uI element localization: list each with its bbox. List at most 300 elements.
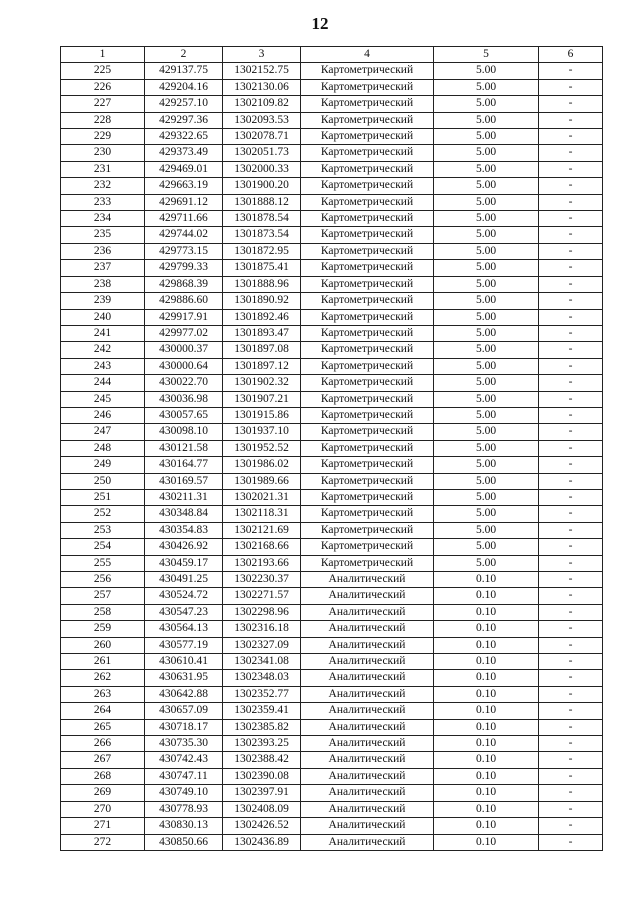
table-row bbox=[61, 785, 603, 801]
point-number-cell: 227 bbox=[61, 96, 145, 112]
y-coordinate-cell: 1302271.57 bbox=[223, 588, 301, 604]
accuracy-cell: 5.00 bbox=[434, 342, 539, 358]
table-row bbox=[61, 391, 603, 407]
note-cell: - bbox=[539, 506, 603, 522]
x-coordinate-cell: 429297.36 bbox=[145, 112, 223, 128]
y-coordinate-cell: 1302393.25 bbox=[223, 736, 301, 752]
table-row bbox=[61, 79, 603, 95]
point-number-cell: 248 bbox=[61, 440, 145, 456]
y-coordinate-cell: 1302193.66 bbox=[223, 555, 301, 571]
method-cell: Картометрический bbox=[301, 342, 434, 358]
table-row bbox=[61, 539, 603, 555]
note-cell: - bbox=[539, 555, 603, 571]
accuracy-cell: 5.00 bbox=[434, 63, 539, 79]
note-cell: - bbox=[539, 834, 603, 850]
method-cell: Аналитический bbox=[301, 818, 434, 834]
method-cell: Картометрический bbox=[301, 211, 434, 227]
y-coordinate-cell: 1301888.96 bbox=[223, 276, 301, 292]
coordinates-table bbox=[60, 46, 603, 851]
x-coordinate-cell: 430000.64 bbox=[145, 358, 223, 374]
x-coordinate-cell: 430022.70 bbox=[145, 375, 223, 391]
table-row bbox=[61, 703, 603, 719]
y-coordinate-cell: 1302408.09 bbox=[223, 801, 301, 817]
x-coordinate-cell: 429917.91 bbox=[145, 309, 223, 325]
x-coordinate-cell: 430211.31 bbox=[145, 489, 223, 505]
accuracy-cell: 5.00 bbox=[434, 555, 539, 571]
table-row bbox=[61, 637, 603, 653]
accuracy-cell: 5.00 bbox=[434, 407, 539, 423]
point-number-cell: 238 bbox=[61, 276, 145, 292]
point-number-cell: 271 bbox=[61, 818, 145, 834]
x-coordinate-cell: 429257.10 bbox=[145, 96, 223, 112]
y-coordinate-cell: 1302078.71 bbox=[223, 129, 301, 145]
note-cell: - bbox=[539, 572, 603, 588]
point-number-cell: 254 bbox=[61, 539, 145, 555]
table-row bbox=[61, 473, 603, 489]
note-cell: - bbox=[539, 293, 603, 309]
note-cell: - bbox=[539, 752, 603, 768]
x-coordinate-cell: 430169.57 bbox=[145, 473, 223, 489]
x-coordinate-cell: 430747.11 bbox=[145, 768, 223, 784]
point-number-cell: 262 bbox=[61, 670, 145, 686]
x-coordinate-cell: 430850.66 bbox=[145, 834, 223, 850]
note-cell: - bbox=[539, 227, 603, 243]
table-row bbox=[61, 178, 603, 194]
column-header: 2 bbox=[145, 47, 223, 63]
table-row bbox=[61, 654, 603, 670]
table-row bbox=[61, 325, 603, 341]
y-coordinate-cell: 1302121.69 bbox=[223, 522, 301, 538]
method-cell: Картометрический bbox=[301, 145, 434, 161]
accuracy-cell: 0.10 bbox=[434, 604, 539, 620]
y-coordinate-cell: 1301986.02 bbox=[223, 457, 301, 473]
x-coordinate-cell: 430354.83 bbox=[145, 522, 223, 538]
table-row bbox=[61, 801, 603, 817]
table-row bbox=[61, 243, 603, 259]
method-cell: Аналитический bbox=[301, 801, 434, 817]
table-row bbox=[61, 194, 603, 210]
table-row bbox=[61, 818, 603, 834]
table-row bbox=[61, 407, 603, 423]
method-cell: Аналитический bbox=[301, 637, 434, 653]
note-cell: - bbox=[539, 63, 603, 79]
method-cell: Картометрический bbox=[301, 539, 434, 555]
y-coordinate-cell: 1301915.86 bbox=[223, 407, 301, 423]
table-row bbox=[61, 375, 603, 391]
table-row bbox=[61, 604, 603, 620]
accuracy-cell: 5.00 bbox=[434, 375, 539, 391]
point-number-cell: 256 bbox=[61, 572, 145, 588]
note-cell: - bbox=[539, 161, 603, 177]
point-number-cell: 264 bbox=[61, 703, 145, 719]
accuracy-cell: 0.10 bbox=[434, 670, 539, 686]
method-cell: Картометрический bbox=[301, 227, 434, 243]
method-cell: Картометрический bbox=[301, 309, 434, 325]
point-number-cell: 253 bbox=[61, 522, 145, 538]
point-number-cell: 231 bbox=[61, 161, 145, 177]
accuracy-cell: 5.00 bbox=[434, 227, 539, 243]
table-row bbox=[61, 621, 603, 637]
x-coordinate-cell: 430718.17 bbox=[145, 719, 223, 735]
point-number-cell: 241 bbox=[61, 325, 145, 341]
y-coordinate-cell: 1301937.10 bbox=[223, 424, 301, 440]
accuracy-cell: 5.00 bbox=[434, 178, 539, 194]
note-cell: - bbox=[539, 703, 603, 719]
accuracy-cell: 5.00 bbox=[434, 457, 539, 473]
method-cell: Картометрический bbox=[301, 489, 434, 505]
accuracy-cell: 0.10 bbox=[434, 719, 539, 735]
method-cell: Аналитический bbox=[301, 654, 434, 670]
table-row bbox=[61, 670, 603, 686]
y-coordinate-cell: 1301893.47 bbox=[223, 325, 301, 341]
y-coordinate-cell: 1301897.08 bbox=[223, 342, 301, 358]
column-header: 6 bbox=[539, 47, 603, 63]
x-coordinate-cell: 430564.13 bbox=[145, 621, 223, 637]
y-coordinate-cell: 1302093.53 bbox=[223, 112, 301, 128]
table-row bbox=[61, 63, 603, 79]
note-cell: - bbox=[539, 325, 603, 341]
x-coordinate-cell: 430642.88 bbox=[145, 686, 223, 702]
x-coordinate-cell: 430098.10 bbox=[145, 424, 223, 440]
x-coordinate-cell: 429137.75 bbox=[145, 63, 223, 79]
y-coordinate-cell: 1302436.89 bbox=[223, 834, 301, 850]
note-cell: - bbox=[539, 686, 603, 702]
y-coordinate-cell: 1302426.52 bbox=[223, 818, 301, 834]
method-cell: Картометрический bbox=[301, 63, 434, 79]
accuracy-cell: 0.10 bbox=[434, 637, 539, 653]
note-cell: - bbox=[539, 670, 603, 686]
x-coordinate-cell: 429322.65 bbox=[145, 129, 223, 145]
y-coordinate-cell: 1301875.41 bbox=[223, 260, 301, 276]
x-coordinate-cell: 429711.66 bbox=[145, 211, 223, 227]
point-number-cell: 257 bbox=[61, 588, 145, 604]
note-cell: - bbox=[539, 211, 603, 227]
method-cell: Картометрический bbox=[301, 112, 434, 128]
point-number-cell: 250 bbox=[61, 473, 145, 489]
point-number-cell: 236 bbox=[61, 243, 145, 259]
method-cell: Аналитический bbox=[301, 670, 434, 686]
table-row bbox=[61, 260, 603, 276]
note-cell: - bbox=[539, 539, 603, 555]
point-number-cell: 265 bbox=[61, 719, 145, 735]
table-row bbox=[61, 293, 603, 309]
column-header: 5 bbox=[434, 47, 539, 63]
table-row bbox=[61, 96, 603, 112]
y-coordinate-cell: 1302230.37 bbox=[223, 572, 301, 588]
x-coordinate-cell: 430742.43 bbox=[145, 752, 223, 768]
method-cell: Картометрический bbox=[301, 96, 434, 112]
y-coordinate-cell: 1302021.31 bbox=[223, 489, 301, 505]
point-number-cell: 255 bbox=[61, 555, 145, 571]
point-number-cell: 244 bbox=[61, 375, 145, 391]
accuracy-cell: 5.00 bbox=[434, 522, 539, 538]
accuracy-cell: 5.00 bbox=[434, 260, 539, 276]
point-number-cell: 267 bbox=[61, 752, 145, 768]
note-cell: - bbox=[539, 473, 603, 489]
point-number-cell: 225 bbox=[61, 63, 145, 79]
point-number-cell: 268 bbox=[61, 768, 145, 784]
method-cell: Аналитический bbox=[301, 621, 434, 637]
accuracy-cell: 5.00 bbox=[434, 79, 539, 95]
point-number-cell: 247 bbox=[61, 424, 145, 440]
point-number-cell: 234 bbox=[61, 211, 145, 227]
y-coordinate-cell: 1302359.41 bbox=[223, 703, 301, 719]
method-cell: Аналитический bbox=[301, 686, 434, 702]
y-coordinate-cell: 1302316.18 bbox=[223, 621, 301, 637]
point-number-cell: 258 bbox=[61, 604, 145, 620]
x-coordinate-cell: 429886.60 bbox=[145, 293, 223, 309]
accuracy-cell: 5.00 bbox=[434, 473, 539, 489]
x-coordinate-cell: 430036.98 bbox=[145, 391, 223, 407]
point-number-cell: 272 bbox=[61, 834, 145, 850]
note-cell: - bbox=[539, 260, 603, 276]
accuracy-cell: 5.00 bbox=[434, 112, 539, 128]
x-coordinate-cell: 430830.13 bbox=[145, 818, 223, 834]
note-cell: - bbox=[539, 719, 603, 735]
column-header: 4 bbox=[301, 47, 434, 63]
table-row bbox=[61, 719, 603, 735]
note-cell: - bbox=[539, 440, 603, 456]
table-row bbox=[61, 424, 603, 440]
note-cell: - bbox=[539, 145, 603, 161]
table-row bbox=[61, 588, 603, 604]
y-coordinate-cell: 1302348.03 bbox=[223, 670, 301, 686]
method-cell: Аналитический bbox=[301, 604, 434, 620]
note-cell: - bbox=[539, 736, 603, 752]
x-coordinate-cell: 429799.33 bbox=[145, 260, 223, 276]
y-coordinate-cell: 1301897.12 bbox=[223, 358, 301, 374]
method-cell: Картометрический bbox=[301, 424, 434, 440]
table-body bbox=[61, 63, 603, 851]
note-cell: - bbox=[539, 522, 603, 538]
table-row bbox=[61, 161, 603, 177]
y-coordinate-cell: 1301890.92 bbox=[223, 293, 301, 309]
table-row bbox=[61, 129, 603, 145]
note-cell: - bbox=[539, 342, 603, 358]
accuracy-cell: 5.00 bbox=[434, 489, 539, 505]
y-coordinate-cell: 1302298.96 bbox=[223, 604, 301, 620]
accuracy-cell: 5.00 bbox=[434, 211, 539, 227]
point-number-cell: 240 bbox=[61, 309, 145, 325]
table-row bbox=[61, 752, 603, 768]
note-cell: - bbox=[539, 112, 603, 128]
note-cell: - bbox=[539, 309, 603, 325]
method-cell: Аналитический bbox=[301, 834, 434, 850]
point-number-cell: 239 bbox=[61, 293, 145, 309]
method-cell: Картометрический bbox=[301, 178, 434, 194]
method-cell: Картометрический bbox=[301, 260, 434, 276]
accuracy-cell: 5.00 bbox=[434, 506, 539, 522]
point-number-cell: 263 bbox=[61, 686, 145, 702]
y-coordinate-cell: 1302051.73 bbox=[223, 145, 301, 161]
note-cell: - bbox=[539, 276, 603, 292]
table-row bbox=[61, 736, 603, 752]
note-cell: - bbox=[539, 391, 603, 407]
y-coordinate-cell: 1302352.77 bbox=[223, 686, 301, 702]
accuracy-cell: 5.00 bbox=[434, 440, 539, 456]
note-cell: - bbox=[539, 79, 603, 95]
point-number-cell: 249 bbox=[61, 457, 145, 473]
method-cell: Аналитический bbox=[301, 719, 434, 735]
accuracy-cell: 5.00 bbox=[434, 161, 539, 177]
y-coordinate-cell: 1302168.66 bbox=[223, 539, 301, 555]
note-cell: - bbox=[539, 424, 603, 440]
accuracy-cell: 0.10 bbox=[434, 801, 539, 817]
method-cell: Аналитический bbox=[301, 736, 434, 752]
table-row bbox=[61, 211, 603, 227]
note-cell: - bbox=[539, 785, 603, 801]
point-number-cell: 270 bbox=[61, 801, 145, 817]
note-cell: - bbox=[539, 358, 603, 374]
accuracy-cell: 0.10 bbox=[434, 703, 539, 719]
method-cell: Картометрический bbox=[301, 391, 434, 407]
note-cell: - bbox=[539, 96, 603, 112]
accuracy-cell: 5.00 bbox=[434, 243, 539, 259]
method-cell: Картометрический bbox=[301, 358, 434, 374]
point-number-cell: 252 bbox=[61, 506, 145, 522]
accuracy-cell: 5.00 bbox=[434, 424, 539, 440]
table-row bbox=[61, 506, 603, 522]
x-coordinate-cell: 430577.19 bbox=[145, 637, 223, 653]
point-number-cell: 245 bbox=[61, 391, 145, 407]
note-cell: - bbox=[539, 407, 603, 423]
x-coordinate-cell: 429744.02 bbox=[145, 227, 223, 243]
y-coordinate-cell: 1301888.12 bbox=[223, 194, 301, 210]
x-coordinate-cell: 430735.30 bbox=[145, 736, 223, 752]
method-cell: Аналитический bbox=[301, 703, 434, 719]
table-header-row bbox=[61, 47, 603, 63]
accuracy-cell: 0.10 bbox=[434, 572, 539, 588]
x-coordinate-cell: 430000.37 bbox=[145, 342, 223, 358]
accuracy-cell: 0.10 bbox=[434, 621, 539, 637]
method-cell: Картометрический bbox=[301, 325, 434, 341]
point-number-cell: 246 bbox=[61, 407, 145, 423]
table-row bbox=[61, 358, 603, 374]
y-coordinate-cell: 1302390.08 bbox=[223, 768, 301, 784]
x-coordinate-cell: 430524.72 bbox=[145, 588, 223, 604]
point-number-cell: 261 bbox=[61, 654, 145, 670]
table-row bbox=[61, 555, 603, 571]
y-coordinate-cell: 1302397.91 bbox=[223, 785, 301, 801]
point-number-cell: 230 bbox=[61, 145, 145, 161]
accuracy-cell: 0.10 bbox=[434, 736, 539, 752]
method-cell: Аналитический bbox=[301, 785, 434, 801]
note-cell: - bbox=[539, 178, 603, 194]
accuracy-cell: 5.00 bbox=[434, 276, 539, 292]
point-number-cell: 232 bbox=[61, 178, 145, 194]
y-coordinate-cell: 1302130.06 bbox=[223, 79, 301, 95]
column-header: 1 bbox=[61, 47, 145, 63]
method-cell: Картометрический bbox=[301, 440, 434, 456]
y-coordinate-cell: 1302152.75 bbox=[223, 63, 301, 79]
method-cell: Картометрический bbox=[301, 293, 434, 309]
method-cell: Картометрический bbox=[301, 276, 434, 292]
table-row bbox=[61, 342, 603, 358]
y-coordinate-cell: 1301873.54 bbox=[223, 227, 301, 243]
x-coordinate-cell: 430778.93 bbox=[145, 801, 223, 817]
method-cell: Аналитический bbox=[301, 572, 434, 588]
y-coordinate-cell: 1302000.33 bbox=[223, 161, 301, 177]
accuracy-cell: 0.10 bbox=[434, 785, 539, 801]
y-coordinate-cell: 1302388.42 bbox=[223, 752, 301, 768]
y-coordinate-cell: 1301878.54 bbox=[223, 211, 301, 227]
x-coordinate-cell: 430610.41 bbox=[145, 654, 223, 670]
method-cell: Аналитический bbox=[301, 768, 434, 784]
x-coordinate-cell: 429977.02 bbox=[145, 325, 223, 341]
y-coordinate-cell: 1301902.32 bbox=[223, 375, 301, 391]
accuracy-cell: 5.00 bbox=[434, 358, 539, 374]
method-cell: Аналитический bbox=[301, 752, 434, 768]
point-number-cell: 235 bbox=[61, 227, 145, 243]
y-coordinate-cell: 1301892.46 bbox=[223, 309, 301, 325]
x-coordinate-cell: 430348.84 bbox=[145, 506, 223, 522]
accuracy-cell: 0.10 bbox=[434, 752, 539, 768]
x-coordinate-cell: 429773.15 bbox=[145, 243, 223, 259]
table-row bbox=[61, 522, 603, 538]
table-row bbox=[61, 686, 603, 702]
method-cell: Картометрический bbox=[301, 129, 434, 145]
x-coordinate-cell: 430121.58 bbox=[145, 440, 223, 456]
table-row bbox=[61, 768, 603, 784]
table-row bbox=[61, 572, 603, 588]
note-cell: - bbox=[539, 457, 603, 473]
note-cell: - bbox=[539, 588, 603, 604]
accuracy-cell: 5.00 bbox=[434, 391, 539, 407]
note-cell: - bbox=[539, 818, 603, 834]
note-cell: - bbox=[539, 243, 603, 259]
method-cell: Картометрический bbox=[301, 79, 434, 95]
y-coordinate-cell: 1301907.21 bbox=[223, 391, 301, 407]
y-coordinate-cell: 1301952.52 bbox=[223, 440, 301, 456]
table-row bbox=[61, 276, 603, 292]
method-cell: Картометрический bbox=[301, 522, 434, 538]
accuracy-cell: 5.00 bbox=[434, 539, 539, 555]
note-cell: - bbox=[539, 654, 603, 670]
note-cell: - bbox=[539, 621, 603, 637]
method-cell: Картометрический bbox=[301, 161, 434, 177]
x-coordinate-cell: 430631.95 bbox=[145, 670, 223, 686]
note-cell: - bbox=[539, 768, 603, 784]
point-number-cell: 242 bbox=[61, 342, 145, 358]
accuracy-cell: 0.10 bbox=[434, 818, 539, 834]
point-number-cell: 233 bbox=[61, 194, 145, 210]
accuracy-cell: 0.10 bbox=[434, 588, 539, 604]
point-number-cell: 226 bbox=[61, 79, 145, 95]
y-coordinate-cell: 1302109.82 bbox=[223, 96, 301, 112]
page-number: 12 bbox=[311, 14, 329, 33]
table-row bbox=[61, 309, 603, 325]
method-cell: Картометрический bbox=[301, 243, 434, 259]
accuracy-cell: 0.10 bbox=[434, 768, 539, 784]
accuracy-cell: 5.00 bbox=[434, 293, 539, 309]
x-coordinate-cell: 429204.16 bbox=[145, 79, 223, 95]
y-coordinate-cell: 1302341.08 bbox=[223, 654, 301, 670]
point-number-cell: 260 bbox=[61, 637, 145, 653]
method-cell: Картометрический bbox=[301, 375, 434, 391]
method-cell: Картометрический bbox=[301, 407, 434, 423]
y-coordinate-cell: 1302327.09 bbox=[223, 637, 301, 653]
x-coordinate-cell: 430547.23 bbox=[145, 604, 223, 620]
table-row bbox=[61, 227, 603, 243]
note-cell: - bbox=[539, 129, 603, 145]
accuracy-cell: 0.10 bbox=[434, 686, 539, 702]
accuracy-cell: 0.10 bbox=[434, 654, 539, 670]
table-row bbox=[61, 112, 603, 128]
table-row bbox=[61, 457, 603, 473]
x-coordinate-cell: 430657.09 bbox=[145, 703, 223, 719]
method-cell: Картометрический bbox=[301, 457, 434, 473]
table-row bbox=[61, 489, 603, 505]
